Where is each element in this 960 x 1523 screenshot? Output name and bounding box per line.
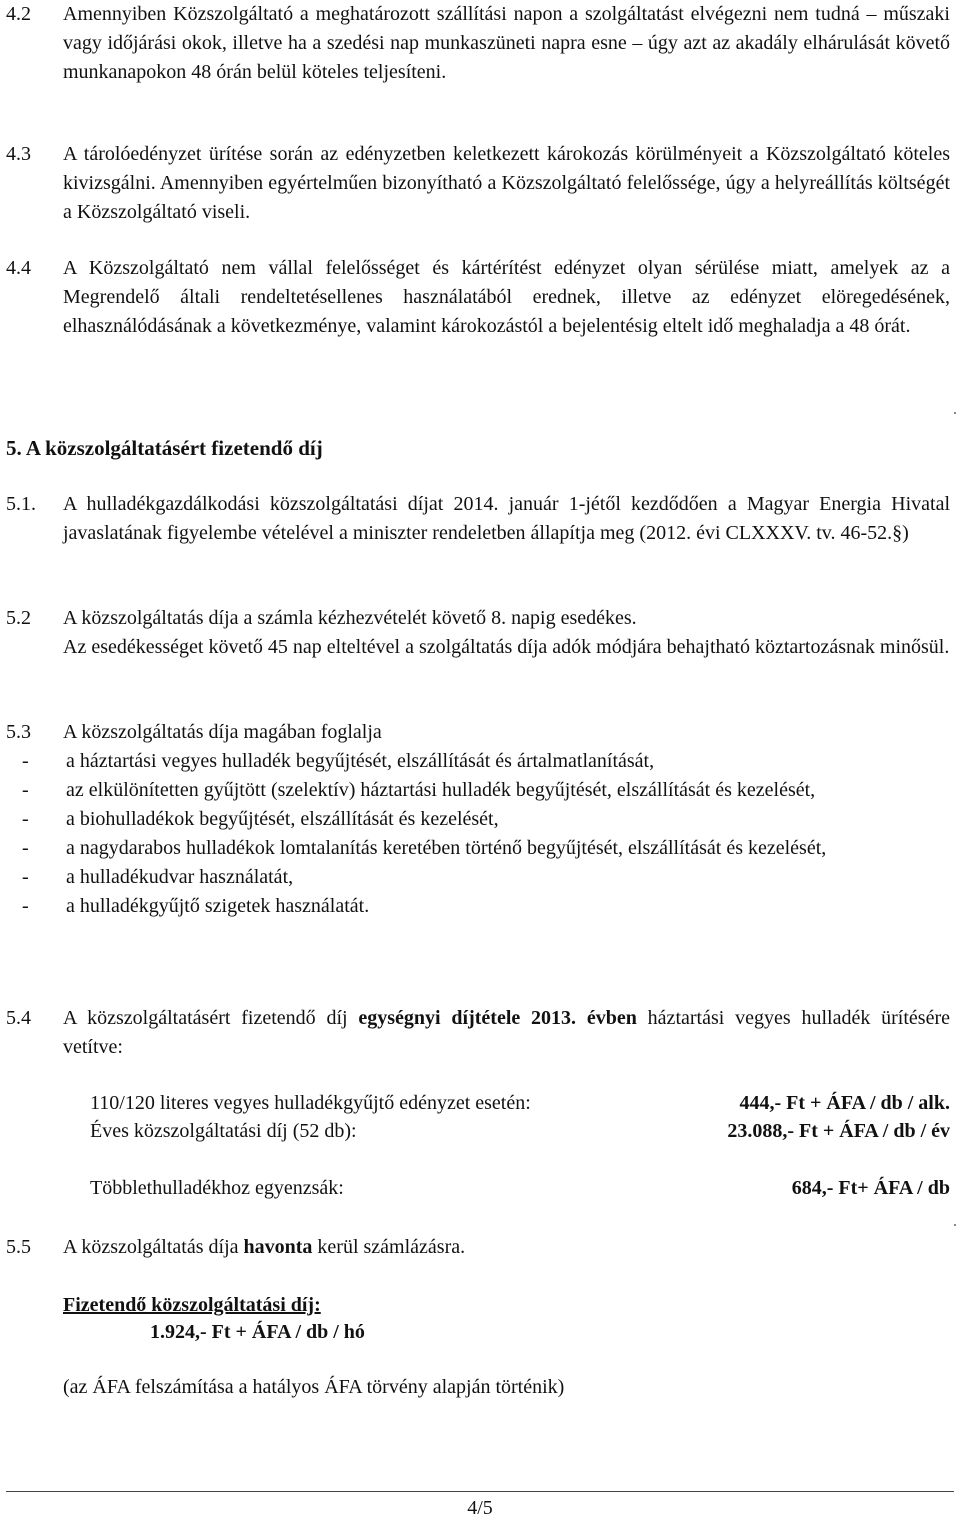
section-5-4	[6, 1004, 950, 1062]
section-text: A hulladékgazdálkodási közszolgáltatási díjat 2014. január 1-jétől kezdődően a Magyar Energia Hivatal javaslatának figyelembe vételével a miniszter rendeletben állapítja meg (2012. évi CLXXXV. tv. 46-52.§)	[63, 493, 950, 544]
section-number: 5.5	[6, 1236, 31, 1258]
payable-fee-label-block	[6, 1291, 950, 1320]
text-bold: havonta	[243, 1236, 313, 1258]
text-pre: A közszolgáltatásért fizetendő díj	[63, 1007, 359, 1029]
text-post: háztartási vegyes hulladék ürítésére vetítve:	[63, 1007, 950, 1058]
footer-divider	[6, 1491, 954, 1492]
section-5-5	[6, 1233, 950, 1262]
section-number: 4.2	[6, 3, 31, 25]
fee-value: 23.088,- Ft + ÁFA / db / év	[727, 1120, 950, 1142]
section-text	[63, 1233, 950, 1262]
fee-label: 110/120 literes vegyes hulladékgyűjtő edényzet esetén:	[90, 1092, 531, 1114]
list-item: - a biohulladékok begyűjtését, elszállítását és kezelését,	[20, 805, 950, 834]
list-item: - a nagydarabos hulladékok lomtalanítás keretében történő begyűjtését, elszállítását és kezelését,	[20, 834, 950, 863]
included-services-list	[20, 747, 950, 921]
section-text-line1: A közszolgáltatás díja a számla kézhezvételét követő 8. napig esedékes.	[63, 607, 637, 629]
list-item: - a hulladékudvar használatát,	[20, 863, 950, 892]
section-5-3	[6, 718, 950, 921]
section-number: 5.4	[6, 1007, 31, 1029]
section-number: 5.1.	[6, 493, 36, 515]
list-item: - a háztartási vegyes hulladék begyűjtését, elszállítását és ártalmatlanítását,	[20, 747, 950, 776]
section-text: A tárolóedényzet ürítése során az edényzetben keletkezett károkozás körülményeit a Közszolgáltató köteles kivizsgálni. Amennyiben egyértelműen bizonyítható a Közszolgáltató felelőssége, úgy a helyreállítás költségét a Közszolgáltató viseli.	[63, 143, 950, 223]
payable-fee-value-block	[6, 1318, 950, 1347]
scan-speck	[954, 412, 956, 414]
section-text: Amennyiben Közszolgáltató a meghatározott szállítási napon a szolgáltatást elvégezni nem tudná – műszaki vagy időjárási okok, illetve ha a szedési nap munkaszüneti napra esne – úgy azt az akadály elhárulását követő munkanapokon 48 órán belül köteles teljesíteni.	[63, 3, 950, 83]
vat-note: (az ÁFA felszámítása a hatályos ÁFA törvény alapján történik)	[63, 1376, 565, 1398]
section-text: A Közszolgáltató nem vállal felelősséget és kártérítést edényzet olyan sérülése miatt, amelyek az a Megrendelő általi rendeltetésellenes használatából erednek, illetve az edényzet elöregedésének, elhasználódásának a következménye, valamint károkozástól a bejelentésig eltelt idő meghaladja a 48 órát.	[63, 257, 950, 337]
fee-value: 684,- Ft+ ÁFA / db	[791, 1177, 950, 1199]
section-number: 5.2	[6, 607, 31, 629]
fee-label: Éves közszolgáltatási díj (52 db):	[90, 1120, 357, 1142]
section-5-heading: 5. A közszolgáltatásért fizetendő díj	[6, 436, 323, 460]
section-number: 4.3	[6, 143, 31, 165]
section-5-1	[6, 490, 950, 548]
section-number: 5.3	[6, 721, 31, 743]
scan-speck	[954, 1224, 956, 1226]
section-text-line2: Az esedékességet követő 45 nap elteltével a szolgáltatás díja adók módjára behajtható köztartozásnak minősül.	[63, 636, 950, 658]
section-number: 4.4	[6, 257, 31, 279]
payable-fee-label: Fizetendő közszolgáltatási díj:	[63, 1294, 321, 1316]
page-number: 4/5	[467, 1497, 493, 1519]
list-item: - a hulladékgyűjtő szigetek használatát.	[20, 892, 950, 921]
text-post: kerül számlázásra.	[312, 1236, 466, 1258]
fee-label: Többlethulladékhoz egyenzsák:	[90, 1177, 344, 1199]
section-4-2	[6, 0, 950, 87]
text-bold: egységnyi díjtétele 2013. évben	[358, 1007, 637, 1029]
vat-note-block	[6, 1373, 950, 1402]
payable-fee-value: 1.924,- Ft + ÁFA / db / hó	[150, 1321, 365, 1343]
section-5-2	[6, 604, 950, 662]
section-intro: A közszolgáltatás díja magában foglalja	[63, 721, 382, 743]
section-4-3	[6, 140, 950, 227]
list-item: - az elkülönítetten gyűjtött (szelektív) háztartási hulladék begyűjtését, elszállítását és kezelését,	[20, 776, 950, 805]
text-pre: A közszolgáltatás díja	[63, 1236, 244, 1258]
fee-value: 444,- Ft + ÁFA / db / alk.	[739, 1092, 950, 1114]
section-text	[63, 1004, 950, 1062]
section-4-4	[6, 254, 950, 341]
